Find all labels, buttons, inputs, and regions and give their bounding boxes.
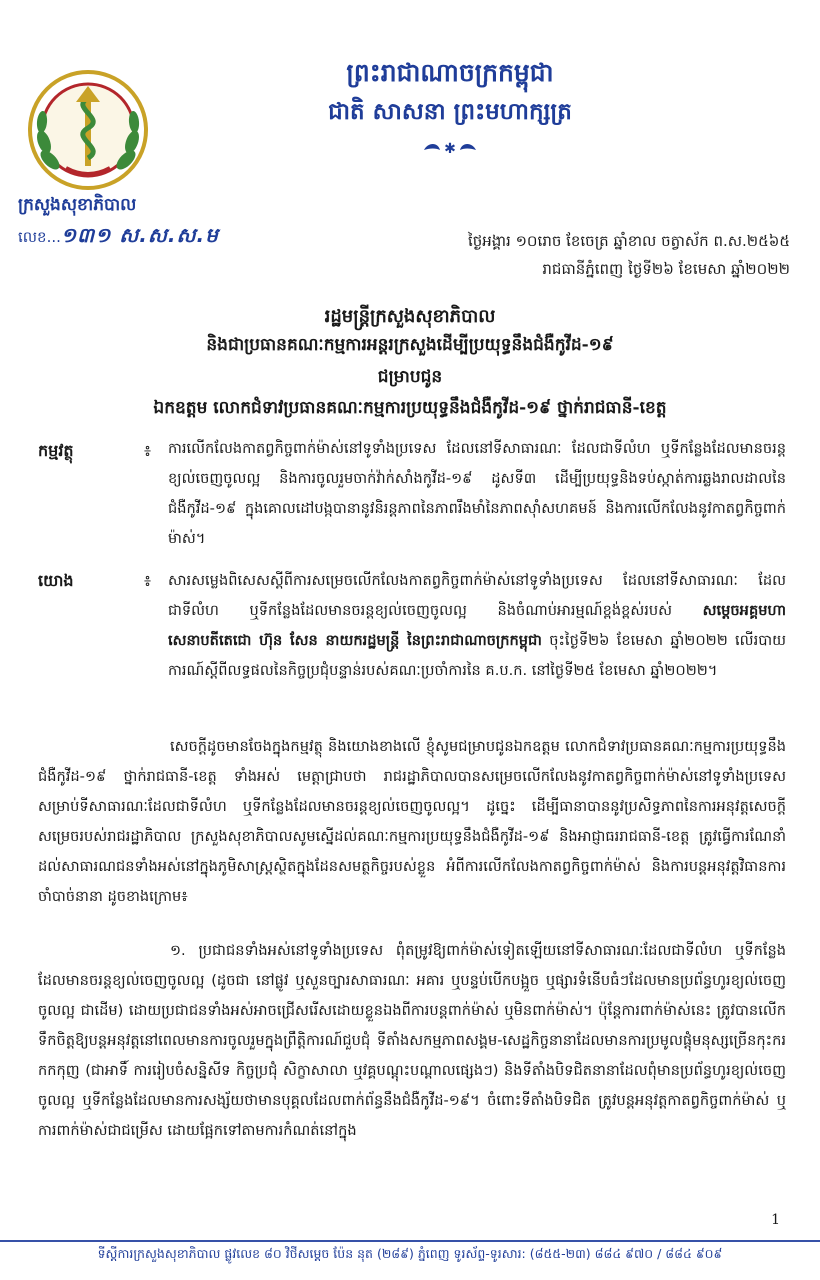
decorative-ornament-icon bbox=[420, 138, 480, 158]
footer-divider bbox=[0, 1240, 820, 1242]
solar-date: រាជធានីភ្នំពេញ ថ្ងៃទី២៦ ខែមេសា ឆ្នាំ២០២២ bbox=[542, 260, 790, 278]
reference-text-end: ចុះថ្ងៃទី២៦ ខែមេសា ឆ្នាំ២០២២ លើរបាយការណ៍ស្តីពីលទ្ធផលនៃកិច្ចប្រជុំបន្ទាន់របស់គណៈប្រចាំការនៃ គ.ប.ក. នៅថ្ងៃទី២៥ ខែមេសា ឆ្នាំ២០២២។ bbox=[168, 632, 787, 679]
national-motto: ជាតិ សាសនា ព្រះមហាក្សត្រ bbox=[328, 98, 572, 125]
sender-role: និងជាប្រធានគណៈកម្មការអន្តរក្រសួងដើម្បីប្រយុទ្ធនឹងជំងឺកូវីដ-១៩ bbox=[206, 335, 614, 355]
document-number-value: ១៣១ ស.ស.ស.ម bbox=[60, 223, 219, 247]
salutation: ជម្រាបជូន bbox=[377, 367, 443, 387]
reference-text bbox=[168, 566, 786, 686]
reference-text-emphasis: សម្តេចអគ្គមហាសេនាបតីតេជោ ហ៊ុន សែន នាយករដ្ឋមន្ត្រី នៃព្រះរាជាណាចក្រកម្ពុជា bbox=[168, 602, 786, 649]
lunar-date: ថ្ងៃអង្គារ ១០រោច ខែចេត្រ ឆ្នាំខាល ចត្វាស័ក ព.ស.២៥៦៥ bbox=[467, 232, 790, 250]
sender-title: រដ្ឋមន្ត្រីក្រសួងសុខាភិបាល bbox=[324, 306, 496, 327]
ministry-emblem-logo bbox=[26, 68, 150, 192]
document-number bbox=[18, 222, 219, 252]
reference-colon: ៖ bbox=[144, 571, 152, 590]
document-number-prefix: លេខ... bbox=[18, 228, 61, 246]
body-paragraph-1: សេចក្តីដូចមានចែងក្នុងកម្មវត្ថុ និងយោងខាងលើ ខ្ញុំសូមជម្រាបជូនឯកឧត្តម លោកជំទាវប្រធានគណៈកម្មការប្រយុទ្ធនឹងជំងឺកូវីដ-១៩ ថ្នាក់រាជធានី-ខេត្ត ទាំងអស់ មេត្តាជ្រាបថា រាជរដ្ឋាភិបាលបានសម្រេចលើកលែងនូវកាតព្វកិច្ចពាក់ម៉ាស់នៅទូទាំងប្រទេស សម្រាប់ទីសាធារណៈដែលជាទីលំហ ឬទីកន្លែងដែលមានចរន្តខ្យល់ចេញចូលល្អ។ ដូច្នេះ ដើម្បីធានាបាននូវប្រសិទ្ធភាពនៃការអនុវត្តសេចក្តីសម្រេចរបស់រាជរដ្ឋាភិបាល ក្រសួងសុខាភិបាលសូមស្នើដល់គណៈកម្មការប្រយុទ្ធនឹងជំងឺកូវីដ-១៩ និងអាជ្ញាធររាជធានី-ខេត្ត ត្រូវធ្វើការណែនាំដល់សាធារណជនទាំងអស់នៅក្នុងភូមិសាស្ត្រស្ថិតក្នុងដែនសមត្ថកិច្ចរបស់ខ្លួន អំពីការលើកលែងកាតព្វកិច្ចពាក់ម៉ាស់ និងការបន្តអនុវត្តវិធានការចាំបាច់នានា ដូចខាងក្រោម៖ bbox=[38, 738, 786, 905]
subject-label: កម្មវត្ថុ bbox=[38, 441, 74, 460]
kingdom-title: ព្រះរាជាណាចក្រកម្ពុជា bbox=[346, 58, 554, 87]
reference-label: យោង bbox=[38, 571, 74, 590]
page-number: 1 bbox=[771, 1212, 780, 1228]
svg-text:✱: ✱ bbox=[444, 141, 456, 157]
footer-address: ទីស្តីការក្រសួងសុខាភិបាល ផ្លូវលេខ ៨០ វិថីសម្តេច ប៉ែន នុត (២៨៩) ភ្នំពេញ ទូរស័ព្ទ-ទូរសារ: (៨៥៥-២៣) ៨៨៤ ៩៧០ / ៨៨៤ ៩០៩ bbox=[97, 1246, 723, 1261]
reference-text-start: សារសម្លេងពិសេសស្តីពីការសម្រេចលើកលែងកាតព្វកិច្ចពាក់ម៉ាស់នៅទូទាំងប្រទេស ដែលនៅទីសាធារណៈ ដែលជាទីលំហ ឬទីកន្លែងដែលមានចរន្តខ្យល់ចេញចូលល្អ និងចំណាប់អារម្មណ៍ខ្ពង់ខ្ពស់របស់ bbox=[168, 572, 786, 619]
subject-text: ការលើកលែងកាតព្វកិច្ចពាក់ម៉ាស់នៅទូទាំងប្រទេស ដែលនៅទីសាធារណៈ ដែលជាទីលំហ ឬទីកន្លែងដែលមានចរន្តខ្យល់ចេញចូលល្អ និងការចូលរួមចាក់វ៉ាក់សាំងកូវីដ-១៩ ដូសទី៣ ដើម្បីប្រយុទ្ធនិងទប់ស្កាត់ការឆ្លងរាលដាលនៃជំងឺកូវីដ-១៩ ក្នុងគោលដៅបង្កបានានូវនិរន្តភាពនៃភាពរឹងមាំនៃភាពស៊ាំសហគមន៍ និងការលើកលែងនូវកាតព្វកិច្ចពាក់ម៉ាស់។ bbox=[168, 440, 786, 547]
subject-colon: ៖ bbox=[144, 441, 152, 460]
body-paragraph-2: ១. ប្រជាជនទាំងអស់នៅទូទាំងប្រទេស ពុំតម្រូវឱ្យពាក់ម៉ាស់ទៀតឡើយនៅទីសាធារណៈដែលជាទីលំហ ឬទីកន្លែងដែលមានចរន្តខ្យល់ចេញចូលល្អ (ដូចជា នៅផ្លូវ ឬសួនច្បារសាធារណៈ អគារ ឬបន្ទប់បើកបង្អួច ឬផ្សារទំនើបធំៗដែលមានប្រព័ន្ធហូរខ្យល់ចេញចូលល្អ ជាដើម) ដោយប្រជាជនទាំងអស់អាចជ្រើសរើសដោយខ្លួនឯងពីការបន្តពាក់ម៉ាស់ ឬមិនពាក់ម៉ាស់។ ប៉ុន្តែការពាក់ម៉ាស់នេះ ត្រូវបានលើកទឹកចិត្តឱ្យបន្តអនុវត្តនៅពេលមានការចូលរួមក្នុងព្រឹត្តិការណ៍ជួបជុំ ទីតាំងសកម្មភាពសង្គម-សេដ្ឋកិច្ចនានាដែលមានការប្រមូលផ្តុំមនុស្សច្រើនកុះករកកកុញ (ជាអាទិ៍ ការរៀបចំសន្និសីទ កិច្ចប្រជុំ សិក្ខាសាលា ឬវគ្គបណ្តុះបណ្តាលផ្សេងៗ) និងទីតាំងបិទជិតនានាដែលពុំមានប្រព័ន្ធហូរខ្យល់ចេញចូលល្អ ឬទីកន្លែងដែលមានការសង្ស័យថាមានបុគ្គលដែលពាក់ព័ន្ធនឹងជំងឺកូវីដ-១៩។ ចំពោះទីតាំងបិទជិត ត្រូវបន្តអនុវត្តកាតព្វកិច្ចពាក់ម៉ាស់ ឬការពាក់ម៉ាស់ជាជម្រើស ដោយផ្អែកទៅតាមការកំណត់នៅក្នុង bbox=[38, 942, 786, 1139]
ministry-name: ក្រសួងសុខាភិបាល bbox=[18, 195, 137, 215]
recipient: ឯកឧត្តម លោកជំទាវប្រធានគណៈកម្មការប្រយុទ្ធនឹងជំងឺកូវីដ-១៩ ថ្នាក់រាជធានី-ខេត្ត bbox=[153, 398, 667, 418]
